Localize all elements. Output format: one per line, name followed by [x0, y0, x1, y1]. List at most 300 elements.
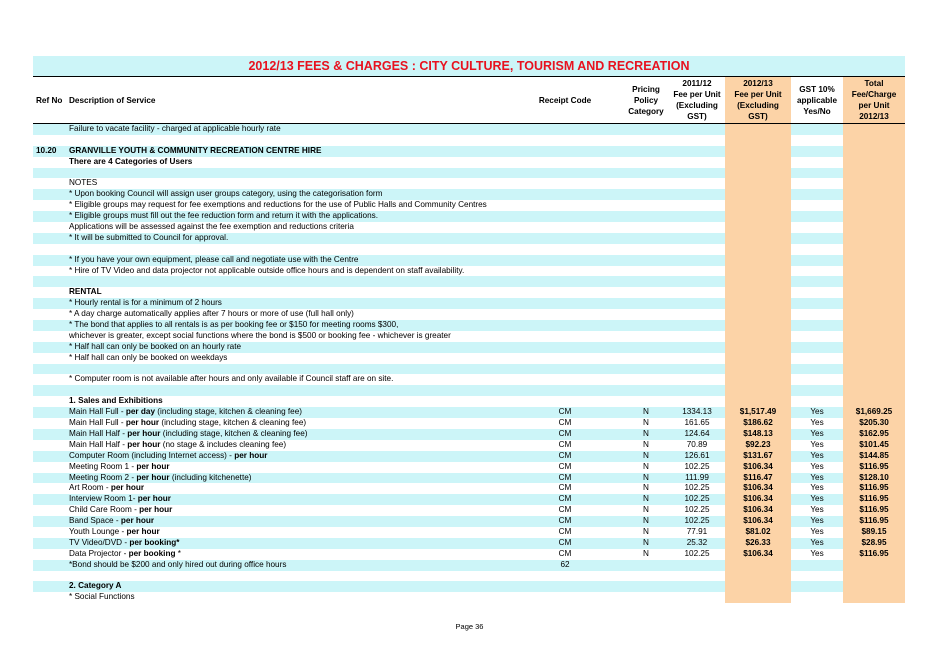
service-description: [69, 505, 172, 516]
charge-unit: per hour: [136, 472, 170, 482]
total-column-fill: [843, 287, 905, 298]
service-description: * Half hall can only be booked on an hourly rate: [69, 341, 242, 351]
service-description: * The bond that applies to all rentals is as per booking fee or $150 for meeting rooms $300,: [69, 320, 399, 330]
table-row: [33, 157, 905, 168]
receipt-code: CM: [558, 494, 572, 504]
table-row: [33, 418, 905, 429]
fee-2012: $106.34: [743, 516, 773, 526]
table-row: [33, 211, 905, 222]
fee-2012-column-fill: [725, 200, 791, 211]
fee-2012-column-fill: [725, 211, 791, 222]
charge-unit: per hour: [120, 516, 155, 526]
header-fee-2011: 2011/12 Fee per Unit (Excluding GST): [673, 79, 721, 121]
receipt-code: CM: [558, 461, 572, 471]
table-row: [33, 320, 905, 331]
header-fee-2012: 2012/13 Fee per Unit (Excluding GST): [734, 79, 782, 121]
fee-2012-column-fill: [725, 571, 791, 582]
description-text: Main Hall Half -: [69, 428, 128, 438]
gst-applicable: Yes: [810, 461, 824, 471]
service-description: GRANVILLE YOUTH & COMMUNITY RECREATION CENTRE HIRE: [69, 145, 322, 155]
total-column-fill: [843, 255, 905, 266]
total-column-fill: [843, 146, 905, 157]
gst-column-fill: [791, 255, 843, 266]
description-text: Data Projector -: [69, 548, 129, 558]
table-header: [33, 76, 905, 124]
description-text: Main Hall Full -: [69, 407, 126, 417]
service-description: * A day charge automatically applies after 7 hours or more of use (full hall only): [69, 309, 354, 319]
receipt-code: CM: [558, 472, 572, 482]
fee-2011: 102.25: [684, 483, 710, 493]
service-description: [69, 483, 144, 494]
total-fee: $89.15: [861, 526, 887, 536]
pricing-policy: N: [643, 461, 649, 471]
fees-table: [33, 56, 905, 603]
table-row: [33, 364, 905, 375]
receipt-code: CM: [558, 483, 572, 493]
fee-2012: $106.34: [743, 494, 773, 504]
description-text: (including kitchenette): [169, 472, 252, 482]
gst-column-fill: [791, 331, 843, 342]
fee-2012-column-fill: [725, 157, 791, 168]
total-column-fill: [843, 309, 905, 320]
table-row: [33, 222, 905, 233]
service-description: * Half hall can only be booked on weekdays: [69, 352, 228, 362]
pricing-policy: N: [643, 537, 649, 547]
page-title: 2012/13 FEES & CHARGES : CITY CULTURE, TOURISM AND RECREATION: [33, 56, 905, 76]
total-column-fill: [843, 331, 905, 342]
fee-2012: $106.34: [743, 548, 773, 558]
total-column-fill: [843, 276, 905, 287]
table-row: [33, 309, 905, 320]
gst-column-fill: [791, 309, 843, 320]
service-description: [69, 473, 252, 484]
fee-2012: $116.47: [743, 472, 773, 482]
table-row: [33, 266, 905, 277]
gst-column-fill: [791, 287, 843, 298]
pricing-policy: N: [643, 494, 649, 504]
receipt-code: CM: [558, 548, 572, 558]
table-row: [33, 451, 905, 462]
table-row: [33, 233, 905, 244]
description-text: Youth Lounge -: [69, 526, 127, 536]
total-fee: $116.95: [859, 505, 889, 515]
header-pricing-policy: Pricing Policy Category: [628, 84, 664, 116]
service-description: 1. Sales and Exhibitions: [69, 396, 163, 406]
fee-2011: 161.65: [684, 418, 710, 428]
charge-unit: per hour: [126, 526, 160, 536]
gst-column-fill: [791, 374, 843, 385]
fee-2012-column-fill: [725, 592, 791, 603]
gst-column-fill: [791, 353, 843, 364]
pricing-policy: N: [643, 407, 649, 417]
gst-column-fill: [791, 157, 843, 168]
header-description: Description of Service: [69, 95, 156, 105]
service-description: [69, 451, 267, 462]
fee-2012-column-fill: [725, 396, 791, 407]
fee-2011: 124.64: [684, 428, 710, 438]
fee-2012-column-fill: [725, 255, 791, 266]
total-column-fill: [843, 211, 905, 222]
fee-2012: $81.02: [745, 526, 771, 536]
gst-applicable: Yes: [810, 450, 824, 460]
table-row: [33, 538, 905, 549]
fee-2012-column-fill: [725, 178, 791, 189]
total-column-fill: [843, 364, 905, 375]
receipt-code: CM: [558, 418, 572, 428]
gst-applicable: Yes: [810, 483, 824, 493]
total-column-fill: [843, 189, 905, 200]
table-row: [33, 483, 905, 494]
service-description: There are 4 Categories of Users: [69, 156, 193, 166]
table-row: [33, 374, 905, 385]
fee-2012-column-fill: [725, 560, 791, 571]
service-description: [69, 527, 160, 538]
total-fee: $205.30: [859, 418, 889, 428]
service-description: [69, 462, 170, 473]
table-row: [33, 276, 905, 287]
total-column-fill: [843, 124, 905, 135]
service-description: * Eligible groups must fill out the fee reduction form and return it with the applications.: [69, 211, 379, 221]
service-description: [69, 440, 286, 451]
charge-unit: per booking: [128, 548, 176, 558]
total-fee: $116.95: [859, 494, 889, 504]
total-fee: $162.95: [859, 428, 889, 438]
gst-column-fill: [791, 146, 843, 157]
fee-2012: $1,517.49: [739, 407, 777, 417]
table-row: [33, 189, 905, 200]
charge-unit: per hour: [127, 439, 161, 449]
receipt-code: CM: [558, 537, 572, 547]
service-description: [69, 418, 306, 429]
fee-2011: 111.99: [685, 472, 709, 482]
service-description: [69, 549, 181, 560]
fee-2012-column-fill: [725, 342, 791, 353]
gst-column-fill: [791, 571, 843, 582]
service-description: * Hire of TV Video and data projector not applicable outside office hours and is dependent on staff availability.: [69, 265, 465, 275]
total-fee: $128.10: [859, 472, 889, 482]
table-row: [33, 462, 905, 473]
service-description: RENTAL: [69, 287, 102, 297]
fee-2012-column-fill: [725, 581, 791, 592]
table-row: [33, 396, 905, 407]
description-text: Main Hall Full -: [69, 418, 126, 428]
table-row: [33, 581, 905, 592]
fee-2012-column-fill: [725, 189, 791, 200]
service-description: Applications will be assessed against the fee exemption and reductions criteria: [69, 222, 354, 232]
table-row: [33, 571, 905, 582]
fee-2012-column-fill: [725, 309, 791, 320]
description-text: (including stage, kitchen & cleaning fee): [155, 407, 303, 417]
total-column-fill: [843, 178, 905, 189]
gst-applicable: Yes: [810, 439, 824, 449]
fee-2012: $92.23: [745, 439, 771, 449]
service-description: *Bond should be $200 and only hired out during office hours: [69, 559, 287, 569]
gst-column-fill: [791, 266, 843, 277]
total-column-fill: [843, 581, 905, 592]
header-receipt-code: Receipt Code: [538, 95, 592, 105]
header-total: Total Fee/Charge per Unit 2012/13: [851, 79, 897, 121]
table-row: [33, 592, 905, 603]
receipt-code: CM: [558, 428, 572, 438]
table-row: [33, 178, 905, 189]
service-description: * It will be submitted to Council for approval.: [69, 232, 229, 242]
gst-applicable: Yes: [810, 494, 824, 504]
gst-column-fill: [791, 178, 843, 189]
gst-column-fill: [791, 189, 843, 200]
total-fee: $28.95: [861, 537, 887, 547]
total-fee: $1,669.25: [855, 407, 893, 417]
fee-2012: $106.34: [743, 483, 773, 493]
receipt-code: CM: [558, 516, 572, 526]
gst-column-fill: [791, 168, 843, 179]
gst-column-fill: [791, 211, 843, 222]
service-description: 2. Category A: [69, 581, 122, 591]
table-row: [33, 429, 905, 440]
table-row: [33, 342, 905, 353]
pricing-policy: N: [643, 516, 649, 526]
table-row: [33, 168, 905, 179]
pricing-policy: N: [643, 439, 649, 449]
description-text: Computer Room (including Internet access) -: [69, 450, 235, 460]
total-column-fill: [843, 571, 905, 582]
total-column-fill: [843, 157, 905, 168]
charge-unit: per hour: [234, 450, 268, 460]
table-row: [33, 407, 905, 418]
charge-unit: per hour: [137, 494, 171, 504]
pricing-policy: N: [643, 450, 649, 460]
header-ref-no: Ref No: [36, 95, 63, 105]
service-description: * Eligible groups may request for fee exemptions and reductions for the use of Public Halls and Community Centres: [69, 200, 487, 210]
table-row: [33, 200, 905, 211]
fee-2011: 25.32: [686, 537, 708, 547]
gst-column-fill: [791, 276, 843, 287]
charge-unit: per day: [125, 407, 155, 417]
description-text: Interview Room 1-: [69, 494, 138, 504]
fee-2012-column-fill: [725, 374, 791, 385]
fee-2012-column-fill: [725, 298, 791, 309]
total-column-fill: [843, 266, 905, 277]
gst-column-fill: [791, 396, 843, 407]
table-row: [33, 244, 905, 255]
receipt-code: 62: [560, 559, 570, 569]
fee-2011: 126.61: [684, 450, 710, 460]
gst-applicable: Yes: [810, 548, 824, 558]
gst-column-fill: [791, 385, 843, 396]
service-description: Failure to vacate facility - charged at applicable hourly rate: [69, 124, 281, 133]
gst-column-fill: [791, 298, 843, 309]
description-text: (no stage & includes cleaning fee): [160, 439, 287, 449]
gst-column-fill: [791, 581, 843, 592]
fee-2012-column-fill: [725, 276, 791, 287]
charge-unit: per booking*: [129, 537, 180, 547]
service-description: [69, 516, 154, 527]
fee-2012-column-fill: [725, 135, 791, 146]
total-column-fill: [843, 200, 905, 211]
fee-2012-column-fill: [725, 287, 791, 298]
fee-2011: 102.25: [684, 494, 710, 504]
total-fee: $144.85: [859, 450, 889, 460]
service-description: [69, 407, 302, 418]
fee-2012: $131.67: [743, 450, 773, 460]
table-row: [33, 331, 905, 342]
description-text: Art Room -: [69, 483, 111, 493]
total-column-fill: [843, 374, 905, 385]
table-row: [33, 549, 905, 560]
total-column-fill: [843, 385, 905, 396]
description-text: Main Hall Half -: [69, 439, 128, 449]
ref-no: 10.20: [36, 145, 57, 155]
gst-column-fill: [791, 592, 843, 603]
total-column-fill: [843, 244, 905, 255]
description-text: TV Video/DVD -: [69, 537, 130, 547]
table-row: [33, 287, 905, 298]
table-row: [33, 135, 905, 146]
gst-column-fill: [791, 135, 843, 146]
pricing-policy: N: [643, 526, 649, 536]
header-gst: GST 10% applicable Yes/No: [796, 84, 838, 116]
description-text: Meeting Room 2 -: [69, 472, 137, 482]
table-row: [33, 353, 905, 364]
receipt-code: CM: [558, 505, 572, 515]
table-row: [33, 516, 905, 527]
fee-2012-column-fill: [725, 353, 791, 364]
table-row: [33, 298, 905, 309]
gst-column-fill: [791, 244, 843, 255]
gst-column-fill: [791, 222, 843, 233]
service-description: NOTES: [69, 178, 98, 188]
description-text: Meeting Room 1 -: [69, 461, 137, 471]
table-row: [33, 527, 905, 538]
service-description: [69, 494, 171, 505]
fee-2012-column-fill: [725, 146, 791, 157]
total-column-fill: [843, 222, 905, 233]
total-column-fill: [843, 396, 905, 407]
fee-2011: 102.25: [684, 516, 710, 526]
table-row: [33, 560, 905, 571]
table-row: [33, 473, 905, 484]
gst-applicable: Yes: [810, 516, 824, 526]
gst-applicable: Yes: [810, 407, 824, 417]
total-column-fill: [843, 592, 905, 603]
fee-2012-column-fill: [725, 331, 791, 342]
total-fee: $116.95: [859, 516, 889, 526]
receipt-code: CM: [558, 407, 572, 417]
gst-applicable: Yes: [810, 526, 824, 536]
gst-column-fill: [791, 342, 843, 353]
gst-applicable: Yes: [810, 418, 824, 428]
fee-2012-column-fill: [725, 320, 791, 331]
charge-unit: per hour: [136, 461, 170, 471]
total-fee: $116.95: [859, 483, 889, 493]
total-column-fill: [843, 353, 905, 364]
gst-applicable: Yes: [810, 505, 824, 515]
page-number: Page 36: [455, 622, 484, 631]
gst-column-fill: [791, 560, 843, 571]
service-description: * Social Functions: [69, 592, 135, 602]
service-description: * Computer room is not available after hours and only available if Council staff are on site.: [69, 374, 394, 384]
service-description: * If you have your own equipment, please call and negotiate use with the Centre: [69, 254, 359, 264]
fee-2012: $26.33: [745, 537, 771, 547]
fee-2011: 102.25: [684, 505, 710, 515]
receipt-code: CM: [558, 439, 572, 449]
gst-column-fill: [791, 320, 843, 331]
description-text: Child Care Room -: [69, 505, 140, 515]
gst-applicable: Yes: [810, 428, 824, 438]
gst-column-fill: [791, 233, 843, 244]
total-column-fill: [843, 342, 905, 353]
total-column-fill: [843, 233, 905, 244]
pricing-policy: N: [643, 428, 649, 438]
service-description: [69, 538, 179, 549]
description-text: (including stage, kitchen & cleaning fee): [160, 428, 308, 438]
fee-2012-column-fill: [725, 385, 791, 396]
total-fee: $116.95: [859, 548, 889, 558]
table-row: [33, 494, 905, 505]
total-column-fill: [843, 320, 905, 331]
fee-2011: 70.89: [686, 439, 708, 449]
service-description: * Hourly rental is for a minimum of 2 hours: [69, 298, 222, 308]
fee-2012-column-fill: [725, 244, 791, 255]
fee-2012: $106.34: [743, 505, 773, 515]
pricing-policy: N: [643, 505, 649, 515]
total-column-fill: [843, 135, 905, 146]
fee-2012: $186.62: [743, 418, 773, 428]
charge-unit: per hour: [127, 428, 161, 438]
fee-2012: $106.34: [743, 461, 773, 471]
gst-column-fill: [791, 200, 843, 211]
gst-applicable: Yes: [810, 472, 824, 482]
fee-2012-column-fill: [725, 168, 791, 179]
table-row: [33, 385, 905, 396]
total-column-fill: [843, 560, 905, 571]
receipt-code: CM: [558, 450, 572, 460]
total-fee: $116.95: [859, 461, 889, 471]
service-description: * Upon booking Council will assign user groups category, using the categorisation form: [69, 189, 383, 199]
description-text: *: [175, 548, 181, 558]
pricing-policy: N: [643, 472, 649, 482]
fee-2012: $148.13: [743, 428, 773, 438]
fee-2011: 102.25: [684, 461, 710, 471]
description-text: (including stage, kitchen & cleaning fee): [159, 418, 307, 428]
gst-applicable: Yes: [810, 537, 824, 547]
fee-2012-column-fill: [725, 222, 791, 233]
charge-unit: per hour: [125, 418, 160, 428]
service-description: [69, 429, 307, 440]
table-row: [33, 255, 905, 266]
fee-2012-column-fill: [725, 124, 791, 135]
table-row: [33, 505, 905, 516]
charge-unit: per hour: [139, 505, 173, 515]
table-body: [33, 124, 905, 603]
table-row: [33, 146, 905, 157]
pricing-policy: N: [643, 483, 649, 493]
total-column-fill: [843, 298, 905, 309]
total-fee: $101.45: [859, 439, 889, 449]
fee-2011: 102.25: [684, 548, 710, 558]
fee-2011: 1334.13: [682, 407, 712, 417]
receipt-code: CM: [558, 526, 572, 536]
description-text: Band Space -: [69, 516, 121, 526]
service-description: whichever is greater, except social functions where the bond is $500 or booking fee - whichever is greater: [69, 330, 451, 340]
total-column-fill: [843, 168, 905, 179]
table-row: [33, 124, 905, 135]
gst-column-fill: [791, 364, 843, 375]
pricing-policy: N: [643, 548, 649, 558]
fee-2012-column-fill: [725, 266, 791, 277]
charge-unit: per hour: [110, 483, 145, 493]
table-row: [33, 440, 905, 451]
fee-2012-column-fill: [725, 233, 791, 244]
